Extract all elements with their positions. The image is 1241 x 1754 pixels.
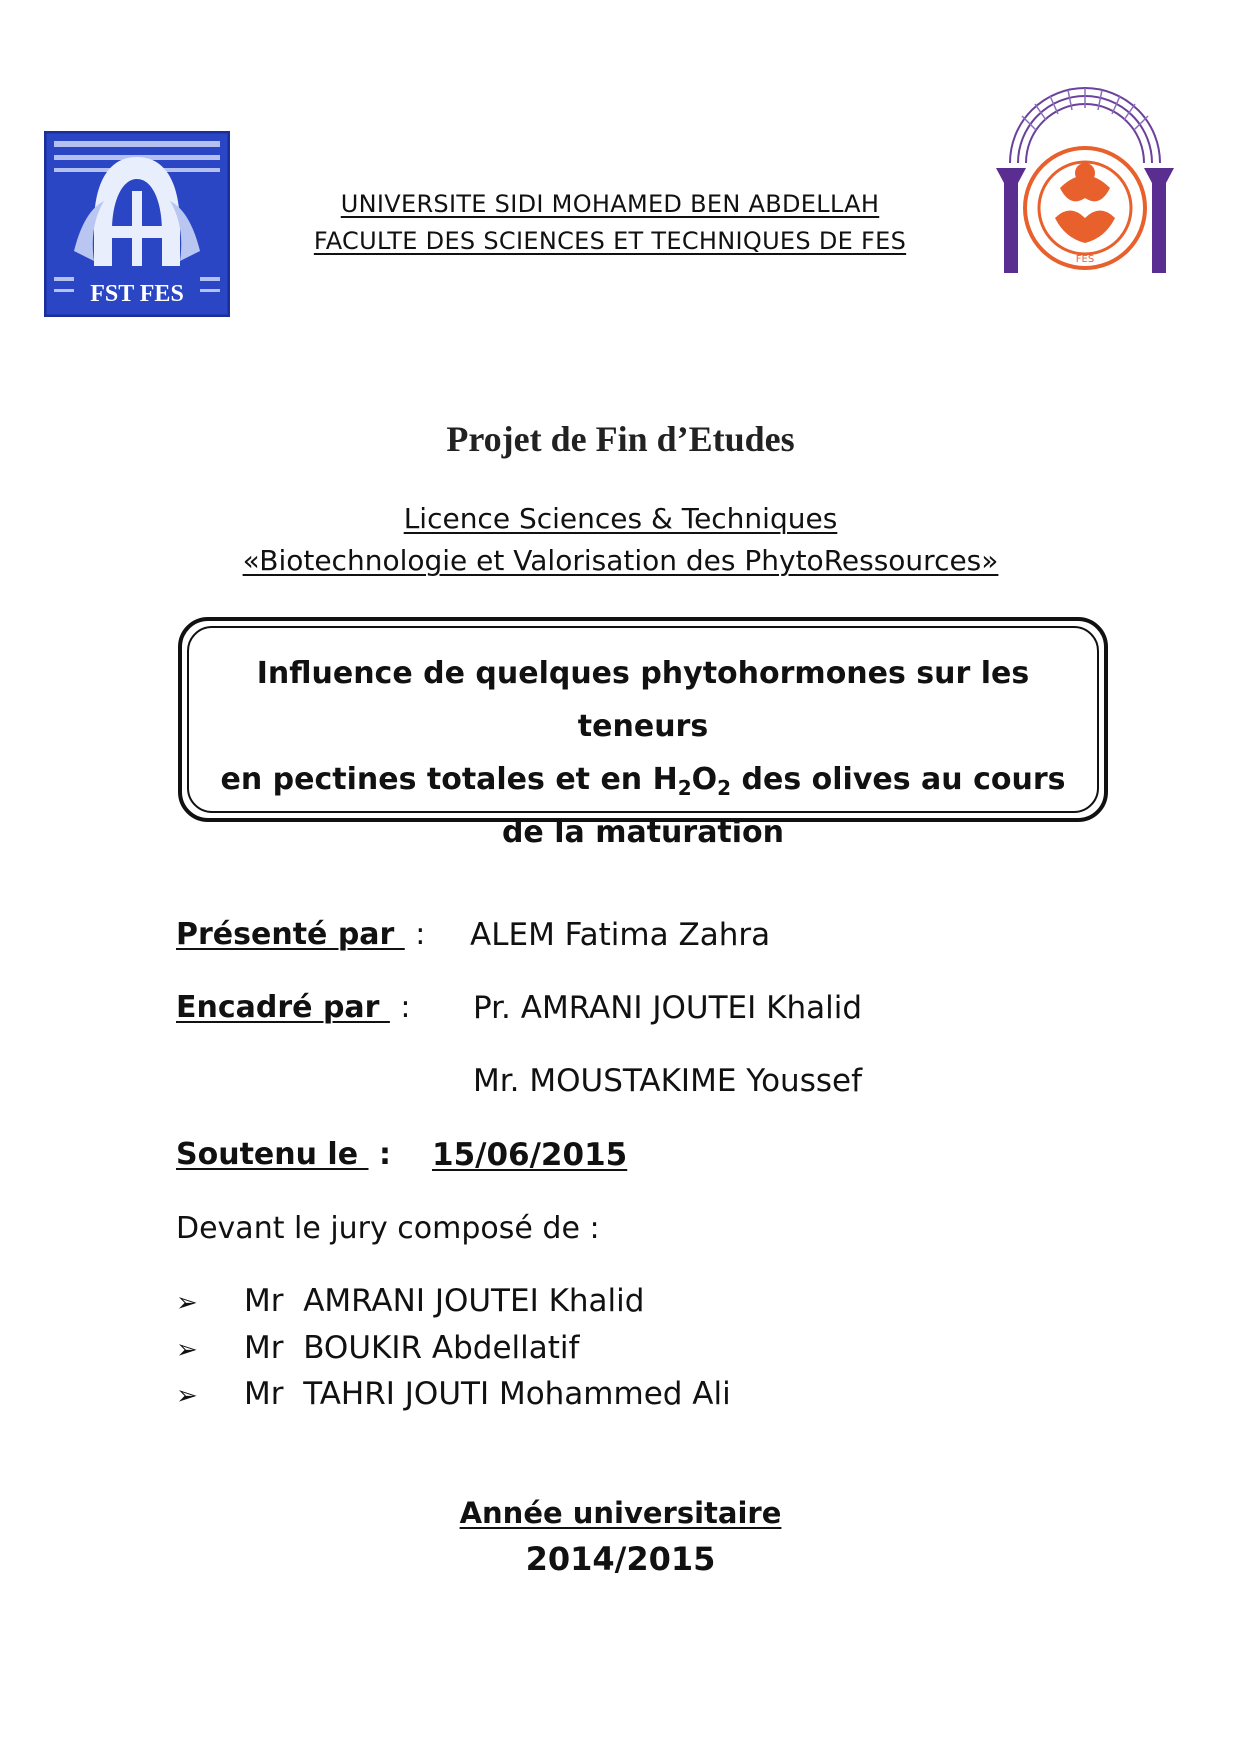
- jury-member: Mr AMRANI JOUTEI Khalid: [244, 1283, 645, 1319]
- fst-fes-logo: [44, 131, 230, 317]
- document-title: Projet de Fin d’Etudes: [446, 419, 795, 459]
- jury-member: Mr TAHRI JOUTI Mohammed Ali: [244, 1376, 731, 1412]
- presented-by-value: ALEM Fatima Zahra: [470, 917, 771, 953]
- presented-by-label: Présenté par :: [176, 917, 426, 952]
- subject-line-1: Influence de quelques phytohormones sur les teneurs: [256, 656, 1030, 744]
- faculty-name: FACULTE DES SCIENCES ET TECHNIQUES DE FES: [313, 227, 907, 255]
- subject-line-2: en pectines totales et en $H_2O_2$ des olives au cours: [220, 762, 1066, 800]
- usmba-logo: [990, 78, 1180, 286]
- list-item: [176, 1283, 644, 1319]
- list-item: [176, 1376, 731, 1412]
- fst-fes-logo-text: FST FES: [90, 281, 184, 307]
- usmba-logo-text: FES: [1075, 254, 1095, 265]
- arrow-bullet-icon: ➢: [176, 1288, 198, 1318]
- subject-title: [194, 647, 1092, 859]
- subject-box: [178, 617, 1108, 850]
- licence-specialty: «Biotechnologie et Valorisation des PhytoRessources»: [242, 544, 999, 577]
- supervisor-1: Pr. AMRANI JOUTEI Khalid: [473, 990, 863, 1026]
- fst-fes-logo-graphic: [44, 131, 230, 317]
- arrow-bullet-icon: ➢: [176, 1381, 198, 1411]
- defense-date: 15/06/2015: [432, 1137, 628, 1173]
- jury-member: Mr BOUKIR Abdellatif: [244, 1330, 580, 1366]
- usmba-logo-graphic: [990, 78, 1180, 286]
- licence-degree: Licence Sciences & Techniques: [403, 502, 838, 535]
- supervisor-2: Mr. MOUSTAKIME Youssef: [473, 1063, 862, 1099]
- academic-year-value: 2014/2015: [525, 1540, 716, 1578]
- jury-heading: Devant le jury composé de :: [176, 1211, 600, 1246]
- defended-on-label: Soutenu le :: [176, 1137, 391, 1172]
- university-name: UNIVERSITE SIDI MOHAMED BEN ABDELLAH: [340, 190, 880, 218]
- list-item: [176, 1330, 579, 1366]
- academic-year-label: Année universitaire: [459, 1496, 782, 1530]
- arrow-bullet-icon: ➢: [176, 1335, 198, 1365]
- supervised-by-label: Encadré par :: [176, 990, 411, 1025]
- subject-line-3: de la maturation: [501, 815, 785, 850]
